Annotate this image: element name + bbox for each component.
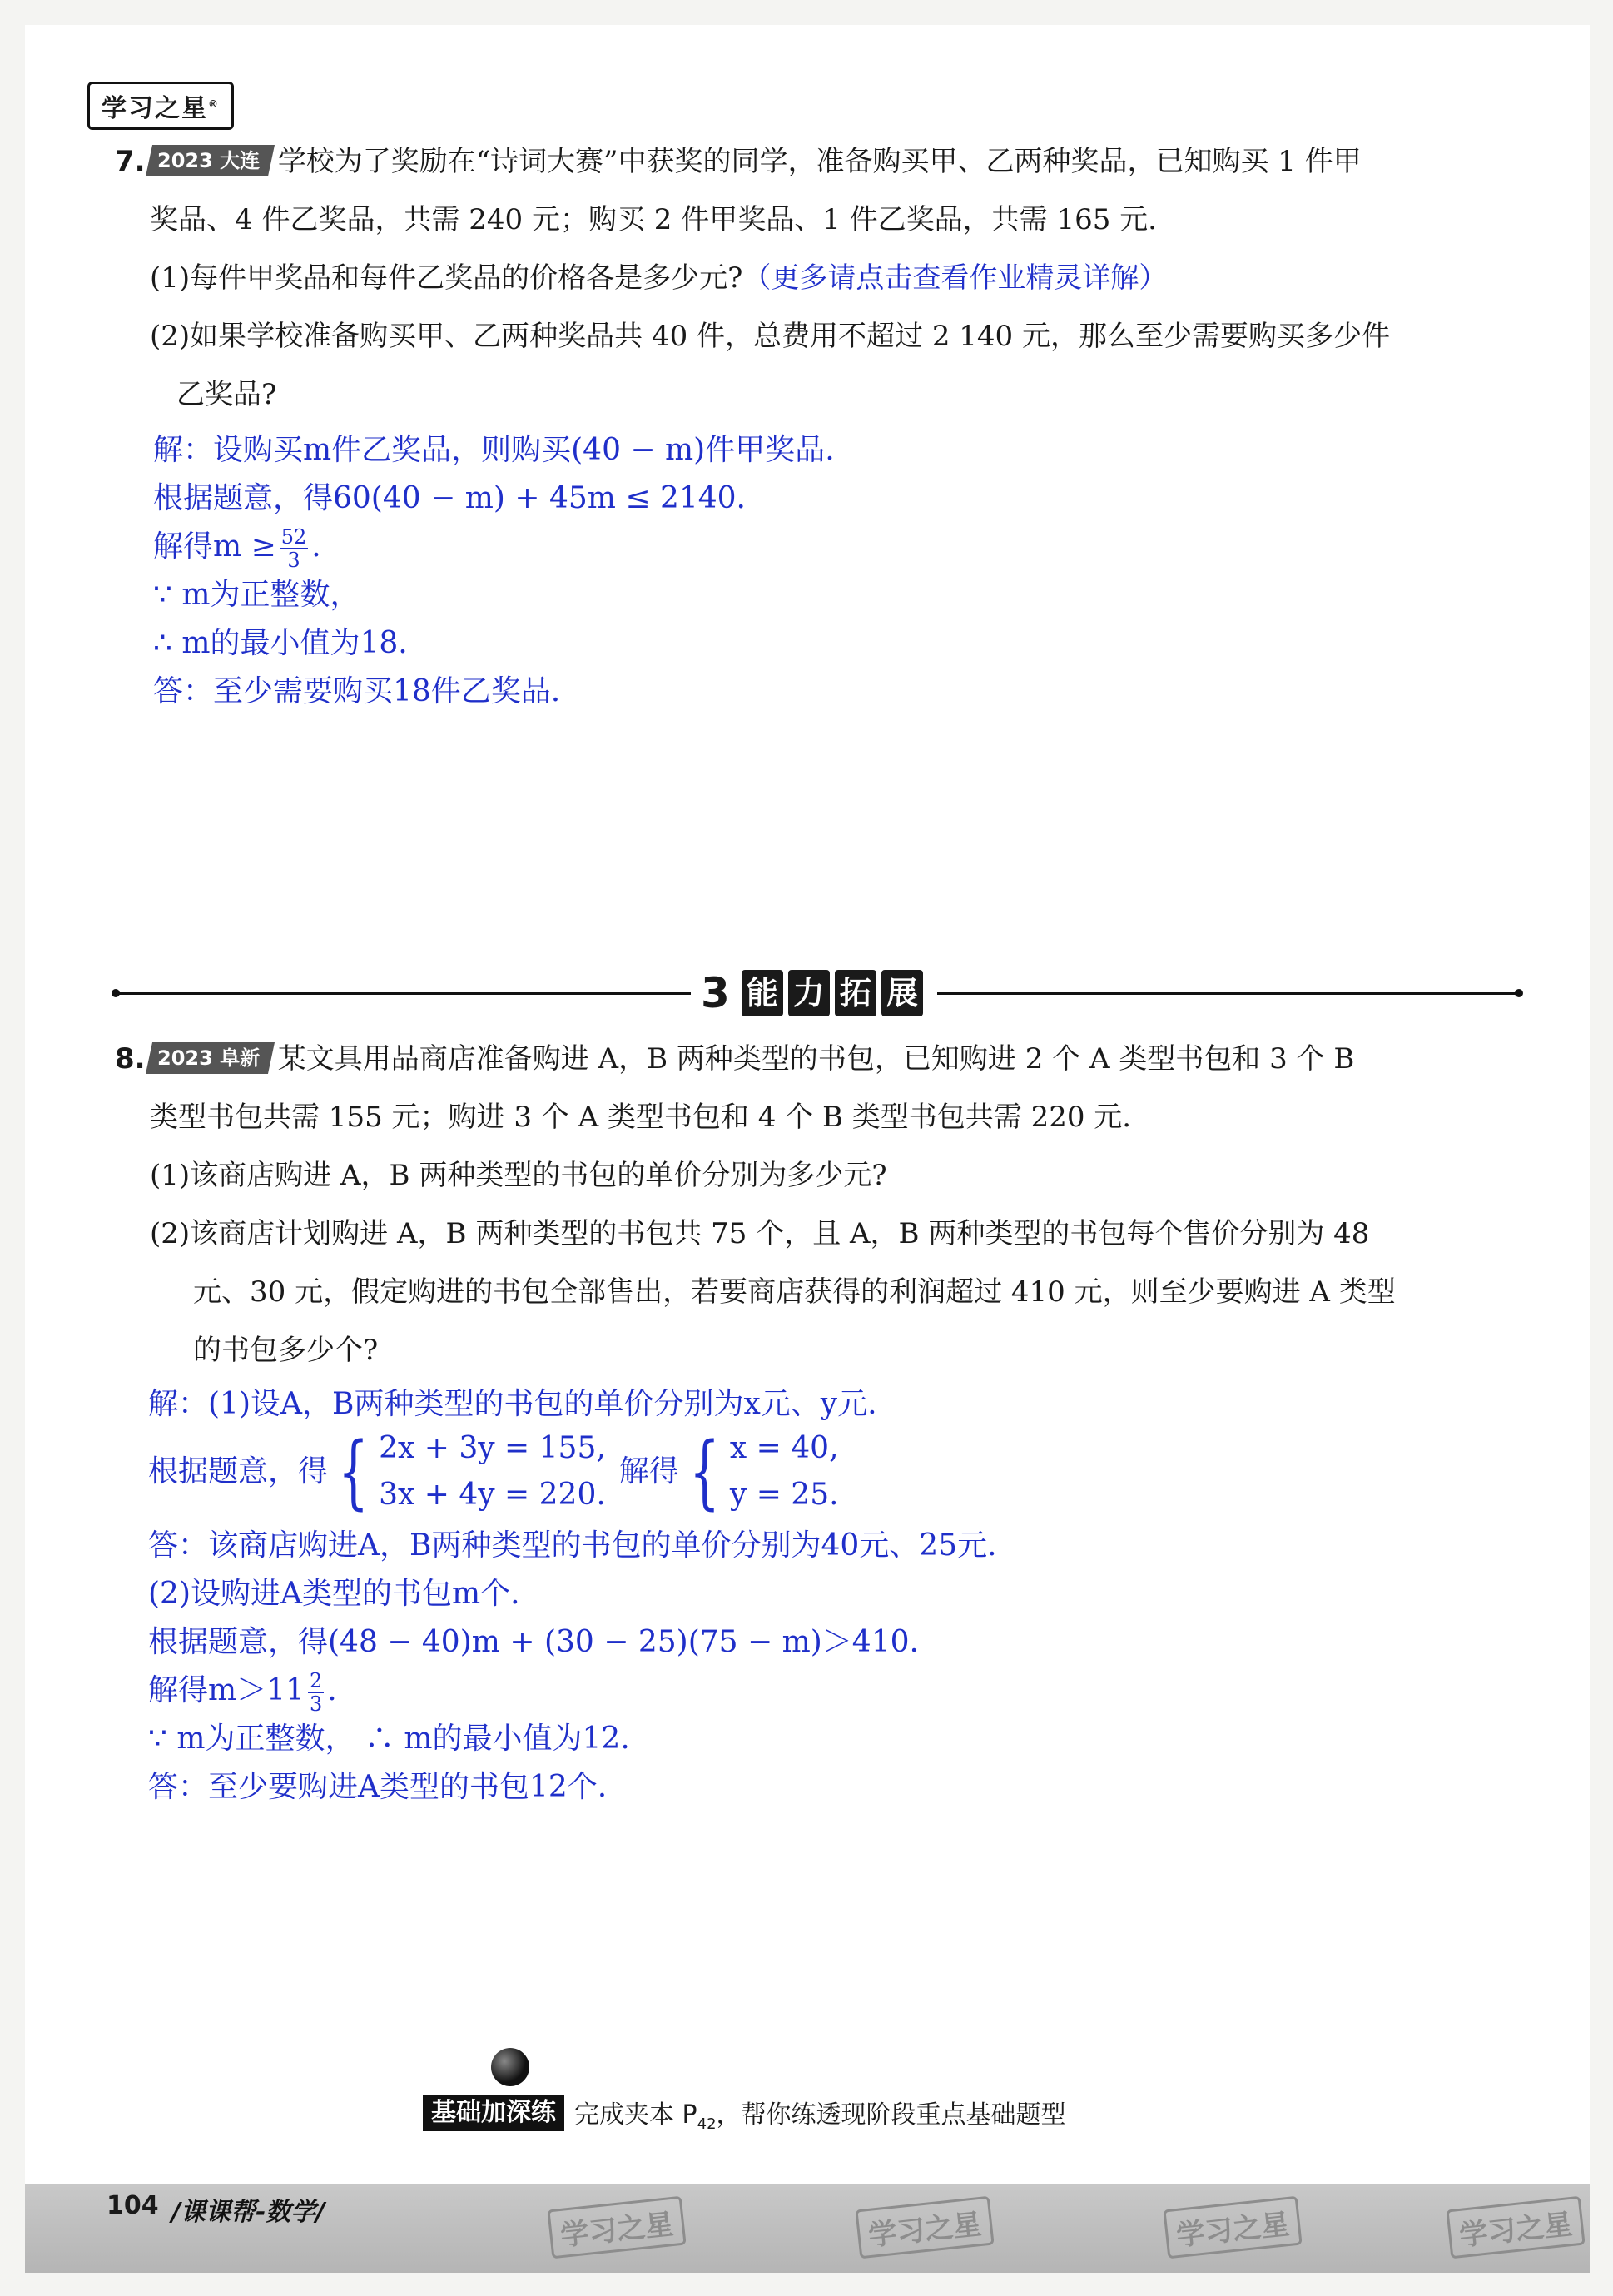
q7-answer-line3: 解得m ≥ $\frac{52}{3}$ . bbox=[153, 525, 321, 572]
fraction: $\frac{52}{3}$ bbox=[280, 525, 307, 572]
q7-answer-line2: 根据题意，得60(40 − m) + 45m ≤ 2140. bbox=[153, 481, 747, 515]
q8-part2-line2: 元、30 元，假定购进的书包全部售出，若要商店获得的利润超过 410 元，则至少要购进 A 类型 bbox=[193, 1275, 1396, 1309]
q8-part2-line1: (2)该商店计划购进 A，B 两种类型的书包共 75 个，且 A，B 两种类型的书包每个售价分别为 48 bbox=[150, 1217, 1370, 1250]
section-char: 拓 bbox=[835, 970, 876, 1016]
practice-text: 完成夹本 $P_{42}$，帮你练透现阶段重点基础题型 bbox=[574, 2100, 1066, 2133]
q8-answer-system: 根据题意，得 { 2x + 3y = 155, 3x + 4y = 220. 解得 { x = 40, y = 25. bbox=[148, 1425, 839, 1518]
q8-answer-line4: (2)设购进A类型的书包m个. bbox=[148, 1577, 520, 1611]
q7-part1 bbox=[150, 248, 1167, 308]
q8-part2-line3: 的书包多少个? bbox=[193, 1334, 379, 1367]
section-heading bbox=[701, 967, 923, 1019]
q8-answer-line3: 答：该商店购进A，B两种类型的书包的单价分别为40元、25元. bbox=[148, 1528, 997, 1563]
q7-part2-line2: 乙奖品? bbox=[176, 378, 277, 411]
q8-answer-line7: ∵ m为正整数， ∴ m的最小值为12. bbox=[148, 1722, 630, 1756]
q7-answer-line1: 解：设购买m件乙奖品，则购买(40 − m)件甲奖品. bbox=[153, 433, 835, 467]
equation-system: 2x + 3y = 155, 3x + 4y = 220. bbox=[379, 1431, 606, 1512]
section-char: 力 bbox=[788, 970, 830, 1016]
fraction: $\frac{2}{3}$ bbox=[309, 1669, 323, 1716]
q7-part1-text: (1)每件甲奖品和每件乙奖品的价格各是多少元? bbox=[150, 261, 743, 295]
q7-stem-line1 bbox=[115, 132, 1362, 191]
section-dot-right bbox=[1515, 989, 1523, 997]
q7-answer-line5: ∴ m的最小值为18. bbox=[153, 626, 408, 660]
publisher-logo bbox=[87, 82, 234, 130]
q7-tag: 2023 大连 bbox=[146, 145, 275, 176]
left-brace: { bbox=[338, 1425, 369, 1518]
section-char: 展 bbox=[881, 970, 923, 1016]
strip-logo: 学习之星 bbox=[1163, 2196, 1302, 2259]
page-number: 104 bbox=[107, 2191, 159, 2220]
q7-answer-line6: 答：至少需要购买18件乙奖品. bbox=[153, 674, 561, 708]
book-name: /课课帮-数学/ bbox=[171, 2198, 325, 2227]
q8-answer-line8: 答：至少要购进A类型的书包12个. bbox=[148, 1770, 608, 1804]
q8-stem-line2: 类型书包共需 155 元；购进 3 个 A 类型书包和 4 个 B 类型书包共需 220 元. bbox=[150, 1101, 1132, 1134]
strip-logo: 学习之星 bbox=[1446, 2196, 1585, 2259]
q7-stem-line2: 奖品、4 件乙奖品，共需 240 元；购买 2 件甲奖品、1 件乙奖品，共需 165 元. bbox=[150, 203, 1157, 236]
q8-answer-line6: 解得m＞11 $\frac{2}{3}$ . bbox=[148, 1669, 337, 1716]
practice-badge: 基础加深练 bbox=[423, 2095, 564, 2131]
q8-part1: (1)该商店购进 A，B 两种类型的书包的单价分别为多少元? bbox=[150, 1159, 887, 1192]
q7-answer-line4: ∵ m为正整数， bbox=[153, 578, 360, 612]
q8-stem-text1: 某文具用品商店准备购进 A，B 两种类型的书包，已知购进 2 个 A 类型书包和 3 个 B bbox=[277, 1042, 1355, 1076]
q8-number: 8. bbox=[115, 1042, 146, 1076]
strip-logo: 学习之星 bbox=[855, 2196, 994, 2259]
section-char: 能 bbox=[742, 970, 783, 1016]
section-rule-left bbox=[117, 992, 691, 995]
section-rule-right bbox=[937, 992, 1520, 995]
logo-mark: ® bbox=[208, 98, 220, 110]
detail-link[interactable]: （更多请点击查看作业精灵详解） bbox=[742, 261, 1168, 295]
q7-number: 7. bbox=[115, 145, 146, 178]
left-brace: { bbox=[689, 1425, 720, 1518]
strip-logo: 学习之星 bbox=[547, 2196, 686, 2259]
q8-answer-line1: 解：(1)设A，B两种类型的书包的单价分别为x元、y元. bbox=[148, 1387, 877, 1421]
logo-text: 学习之星 bbox=[102, 94, 208, 123]
q7-stem-text1: 学校为了奖励在“诗词大赛”中获奖的同学，准备购买甲、乙两种奖品，已知购买 1 件甲 bbox=[277, 145, 1362, 178]
bomb-icon bbox=[491, 2048, 529, 2086]
q8-stem-line1 bbox=[115, 1029, 1354, 1089]
q8-answer-line5: 根据题意，得(48 − 40)m + (30 − 25)(75 − m)＞410. bbox=[148, 1625, 919, 1659]
section-number: 3 bbox=[701, 969, 730, 1017]
solution-system: x = 40, y = 25. bbox=[729, 1431, 839, 1512]
q8-tag: 2023 阜新 bbox=[146, 1042, 275, 1074]
footer-practice-bar bbox=[423, 2094, 1066, 2132]
q7-part2-line1: (2)如果学校准备购买甲、乙两种奖品共 40 件，总费用不超过 2 140 元，那么至少需要购买多少件 bbox=[150, 320, 1390, 353]
